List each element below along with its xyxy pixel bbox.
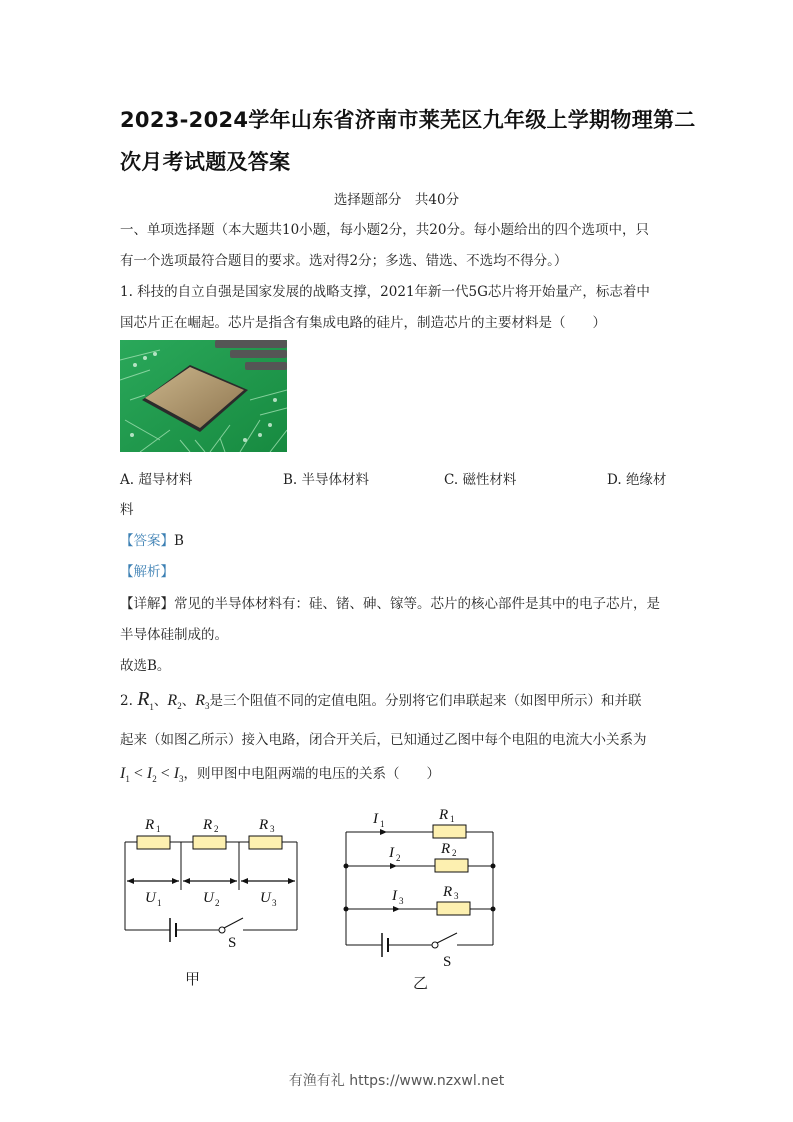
- svg-text:R: R: [443, 884, 453, 900]
- instructions-line1: 一、单项选择题（本大题共10小题，每小题2分，共20分。每小题给出的四个选项中，只: [120, 222, 649, 238]
- instructions-line2: 有一个选项最符合题目的要求。选对得2分；多选、错选、不选均不得分。）: [120, 253, 568, 269]
- figure-a-caption: 甲: [185, 970, 201, 988]
- conclusion: 故选B。: [120, 658, 171, 674]
- analysis-tag: 【解析】: [120, 564, 174, 580]
- svg-text:2: 2: [215, 898, 220, 908]
- chip-image: [120, 340, 287, 452]
- q2-stem-line3: $I_1 < I_2 < I_3$，则甲图中电阻两端的电压的关系（ ）: [120, 765, 441, 785]
- svg-text:3: 3: [399, 896, 404, 906]
- svg-text:R: R: [203, 817, 213, 833]
- resistor-r1: [433, 825, 466, 838]
- svg-text:1: 1: [157, 898, 162, 908]
- svg-text:2: 2: [214, 824, 219, 834]
- svg-text:I: I: [373, 811, 378, 827]
- svg-text:I: I: [392, 888, 397, 904]
- svg-text:R: R: [145, 817, 155, 833]
- q1-stem-line2: 国芯片正在崛起。芯片是指含有集成电路的硅片，制造芯片的主要材料是（ ）: [120, 315, 606, 331]
- figure-b-caption: 乙: [413, 974, 429, 992]
- svg-text:U: U: [203, 890, 214, 906]
- resistor-r1: [137, 836, 170, 849]
- svg-text:1: 1: [156, 824, 161, 834]
- svg-text:U: U: [260, 890, 271, 906]
- q2-stem-line2: 起来（如图乙所示）接入电路，闭合开关后，已知通过乙图中每个电阻的电流大小关系为: [120, 732, 647, 748]
- option-d: D. 绝缘材: [607, 472, 667, 488]
- q1-stem-line1: 1. 科技的自立自强是国家发展的战略支撑，2021年新一代5G芯片将开始量产，标志着中: [120, 284, 650, 300]
- resistor-r2: [435, 859, 468, 872]
- svg-text:2: 2: [452, 848, 457, 858]
- svg-text:R: R: [259, 817, 269, 833]
- parallel-circuit-diagram: [335, 800, 510, 992]
- resistor-r3: [249, 836, 282, 849]
- svg-text:1: 1: [450, 814, 455, 824]
- option-d-wrap: 料: [120, 502, 134, 518]
- footer-watermark: 有渔有礼 https://www.nzxwl.net: [288, 1073, 505, 1089]
- answer-value: B: [174, 533, 184, 549]
- current-relation: $I_1 < I_2 < I_3$: [120, 765, 184, 785]
- svg-text:3: 3: [270, 824, 275, 834]
- svg-text:S: S: [228, 935, 237, 951]
- svg-text:2: 2: [396, 853, 401, 863]
- answer-line: [120, 529, 184, 549]
- detail-line1: 【详解】常见的半导体材料有：硅、锗、砷、镓等。芯片的核心部件是其中的电子芯片，是: [120, 596, 660, 612]
- detail-line2: 半导体硅制成的。: [120, 627, 228, 643]
- answer-tag: 【答案】: [120, 533, 174, 549]
- svg-text:R: R: [441, 841, 451, 857]
- svg-text:3: 3: [454, 891, 459, 901]
- series-circuit-diagram: [115, 805, 315, 999]
- svg-text:R: R: [439, 807, 449, 823]
- option-c: C. 磁性材料: [444, 472, 517, 488]
- option-a: A. 超导材料: [120, 472, 193, 488]
- section-header: 选择题部分 共40分: [333, 192, 460, 208]
- svg-text:S: S: [443, 954, 452, 970]
- option-b: B. 半导体材料: [283, 472, 370, 488]
- document-title-line2: 次月考试题及答案: [120, 150, 291, 174]
- svg-text:I: I: [389, 845, 394, 861]
- svg-text:1: 1: [380, 819, 385, 829]
- svg-text:U: U: [145, 890, 156, 906]
- svg-text:3: 3: [272, 898, 277, 908]
- resistor-r2: [193, 836, 226, 849]
- q2-stem-line1: 2. $R_1$、$R_2$、$R_3$是三个阻值不同的定值电阻。分别将它们串联起来（如图甲所示）和并联: [120, 688, 642, 712]
- resistor-r3: [437, 902, 470, 915]
- document-title-line1: 2023-2024学年山东省济南市莱芜区九年级上学期物理第二: [120, 108, 696, 132]
